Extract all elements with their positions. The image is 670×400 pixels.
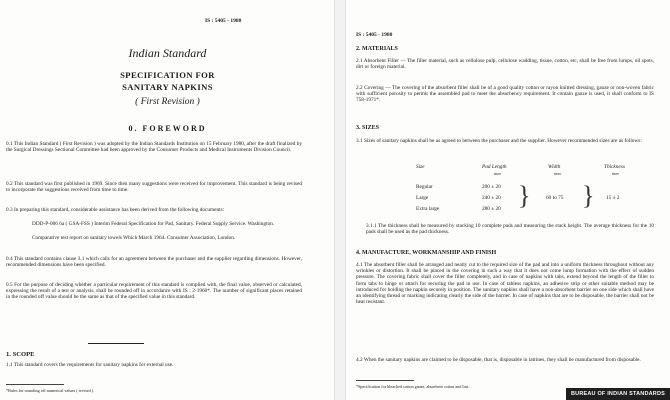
paragraph-4-1: 4.1 The absorbent filler shall be arranged and neatly cut to the required size of the pad and into a uniform thickness throughout without any wrinkles or distortion. It shall be placed in the covering in such a way that it does not come lump formation with the effect of sudden pressure. The covering fabric shall cover the filler completely, and in case of napkins with tabs, extend beyond the length of the filler to form tabs to hinge or attach for securing the pad in use. In case of tabless napkins, an adhesive strip or other suitable method may be introduced for holding the napkin securely in position. The sanitary napkins shall have a non-absorbent barrier on one side which shall have an identifying thread or marking indicating clearly the side of the barrier. In case of napkins that are to be disposable, the barrier shall not be heat resistant.: [356, 262, 654, 306]
table-unit-thickness: mm: [612, 171, 619, 176]
publisher-watermark: BUREAU OF INDIAN STANDARDS: [566, 388, 670, 400]
table-unit-width: mm: [554, 171, 561, 176]
table-header-width: Width: [548, 164, 561, 170]
paragraph-0-5: 0.5 For the purpose of deciding whether a particular requirement of this standard is complied with, the final value, observed or calculated, expressing the result of a test or analysis, shall be rounded off in accordance with IS : 2-1960*. The number of significant places retained in the rounded off value should be the same as that of the specified value in this standard.: [6, 282, 302, 301]
table-brace: }: [518, 181, 531, 210]
manufacture-heading: 4. MANUFACTURE, WORKMANSHIP AND FINISH: [356, 250, 497, 256]
document-title: Indian Standard: [128, 46, 207, 60]
spec-title-line2: SANITARY NAPKINS: [122, 82, 213, 92]
footnote: *Rules for rounding off numerical values ( revised ).: [6, 388, 95, 393]
reference-document-2: Comparative test report on sanitary towels Which March 1964. Consumer Association, London.: [32, 235, 236, 241]
paragraph-3-1: 3.1 Sizes of sanitary napkins shall be as agreed to between the purchaser and the supplier. However recommended sizes are as follows:: [356, 138, 642, 144]
sizes-heading: 3. SIZES: [356, 125, 380, 131]
table-header-pad-length: Pad Length: [482, 164, 507, 170]
table-row-size: Large: [416, 195, 429, 201]
spec-title-line1: SPECIFICATION FOR: [120, 70, 215, 80]
page-gutter: [335, 0, 345, 400]
materials-heading: 2. MATERIALS: [356, 46, 398, 52]
paragraph-3-1-1: 3.1.1 The thickness shall be measured by stacking 10 complete pads and measuring the stack height. The average thickness for the 10 pads shall be used as the pad thickness.: [366, 223, 654, 236]
paragraph-1-1: 1.1 This standard covers the requirements for sanitary napkins for external use.: [6, 362, 174, 368]
paragraph-0-4: 0.4 This standard contains clause 3.1 which calls for an agreement between the purchaser and the supplier regarding dimensions. However, recommended dimensions have been specified.: [6, 256, 302, 269]
table-thickness-value: 15 ± 2: [606, 195, 620, 201]
foreword-heading: 0. FOREWORD: [128, 124, 207, 133]
paragraph-2-2: 2.2 Covering — The covering of the absorbent filler shall be of a good quality cotton or rayon knitted dressing, gauze or non-woven fabric with sufficient porosity to permit the assembled pad to meet the absorbency requirement. It contain gauze is used, it shall conform to IS 758-1971*.: [356, 85, 654, 104]
table-width-value: 60 to 75: [546, 195, 564, 201]
table-brace: }: [582, 181, 595, 210]
right-page: [345, 0, 670, 400]
table-header-size: Size: [416, 164, 425, 170]
table-row-length: 240 ± 20: [482, 195, 501, 201]
paragraph-0-3: 0.3 In preparing this standard, considerable assistance has been derived from the following documents:: [6, 207, 225, 213]
footnote: *Specification for bleached cotton gauze, absorbent cotton and lint.: [356, 384, 470, 389]
revision-label: ( First Revision ): [135, 97, 200, 107]
table-row-length: 280 ± 20: [482, 206, 501, 212]
paragraph-4-2: 4.2 When the sanitary napkins are claimed to be disposable, that is, disposable in latrines, they shall be manufactured from disposable.: [356, 357, 641, 363]
standard-number: IS : 5405 - 1980: [356, 32, 393, 38]
standard-number: IS : 5405 - 1980: [205, 18, 242, 24]
table-row-length: 200 ± 20: [482, 184, 501, 190]
table-header-thickness: Thickness: [604, 164, 625, 170]
table-unit-length: mm: [494, 171, 501, 176]
paragraph-2-1: 2.1 Absorbent Filler — The filler material, such as cellulose pulp, cellulose wadding, tissue, cotton, etc, shall be free from lumps, oil spots, dirt or foreign material.: [356, 58, 654, 71]
section-divider: [88, 343, 144, 344]
table-row-size: Extra large: [416, 206, 440, 212]
footnote-rule: [356, 380, 414, 381]
paragraph-0-2: 0.2 This standard was first published in 1969. Since then many suggestions were received for improvement. This standard is being revised to incorporate the suggestions received from time to time.: [6, 181, 302, 194]
paragraph-0-1: 0.1 This Indian Standard ( First Revision ) was adopted by the Indian Standards Institution on 15 February 1980, after the draft finalized by the Surgical Dressings Sectional Committee had been approved by the Consumer Products and Medical Instruments Division Council.: [6, 141, 302, 154]
scope-heading: 1. SCOPE: [6, 351, 35, 358]
reference-document-1: DDD-P-006 6a ( GSA-FSS ) Interim Federal Specification for Pad, Sanitary. Federal Supply Service. Washington.: [32, 221, 275, 227]
footnote-rule: [6, 384, 64, 385]
table-row-size: Regular: [416, 184, 433, 190]
